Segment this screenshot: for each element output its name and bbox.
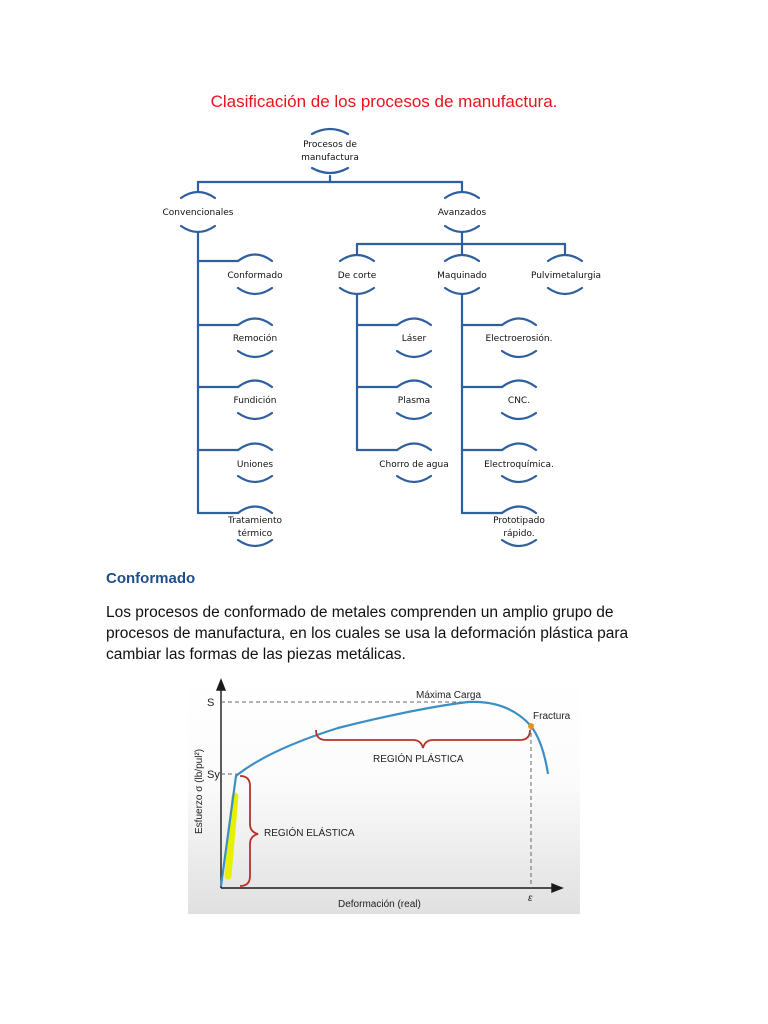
node-prototipado-line2: rápido. (503, 529, 535, 539)
node-fundicion: Fundición (233, 396, 277, 406)
node-tratamiento-line1: Tratamiento (228, 516, 282, 526)
node-plasma: Plasma (397, 396, 431, 406)
node-maquinado: Maquinado (437, 271, 487, 281)
fracture-point (528, 723, 534, 729)
node-prototipado-line1: Prototipado (493, 516, 545, 526)
document-title: Clasificación de los procesos de manufactura. (210, 92, 558, 111)
paragraph-line: Los procesos de conformado de metales comprenden un amplio grupo de (106, 604, 614, 621)
fracture-label: Fractura (533, 711, 571, 722)
node-electroerosion: Electroerosión. (485, 334, 553, 344)
node-cnc: CNC. (507, 396, 531, 406)
paragraph-line: procesos de manufactura, en los cuales se usa la deformación plástica para (106, 625, 629, 642)
epsilon-label: ε (528, 893, 533, 904)
node-electroquimica: Electroquímica. (484, 460, 554, 470)
node-de-corte: De corte (337, 271, 377, 281)
node-root-line1: Procesos de (303, 140, 357, 150)
y-axis-label: Esfuerzo σ (lb/pul²) (194, 748, 205, 834)
figure-background (188, 678, 580, 914)
node-pulvimetalurgia: Pulvimetalurgia (530, 271, 602, 281)
node-convencionales: Convencionales (162, 208, 234, 218)
node-avanzados: Avanzados (437, 208, 487, 218)
max-load-label: Máxima Carga (416, 690, 482, 701)
node-chorro-de-agua: Chorro de agua (379, 460, 449, 470)
process-tree-diagram (0, 120, 768, 560)
node-laser: Láser (401, 334, 427, 344)
sy-label: Sy (207, 769, 220, 781)
node-tratamiento-line2: térmico (237, 529, 273, 539)
paragraph-line: cambiar las formas de las piezas metálicas. (106, 646, 406, 663)
stress-strain-figure (188, 678, 580, 914)
paragraph (106, 602, 646, 665)
x-axis-label: Deformación (real) (338, 899, 421, 910)
node-conformado: Conformado (227, 271, 283, 281)
node-uniones: Uniones (236, 460, 274, 470)
section-heading: Conformado (106, 570, 196, 587)
elastic-region-label: REGIÓN ELÁSTICA (264, 828, 355, 839)
plastic-region-label: REGIÓN PLÁSTICA (373, 754, 464, 765)
node-root-line2: manufactura (301, 153, 359, 163)
s-label: S (207, 697, 215, 709)
node-remocion: Remoción (232, 334, 278, 344)
